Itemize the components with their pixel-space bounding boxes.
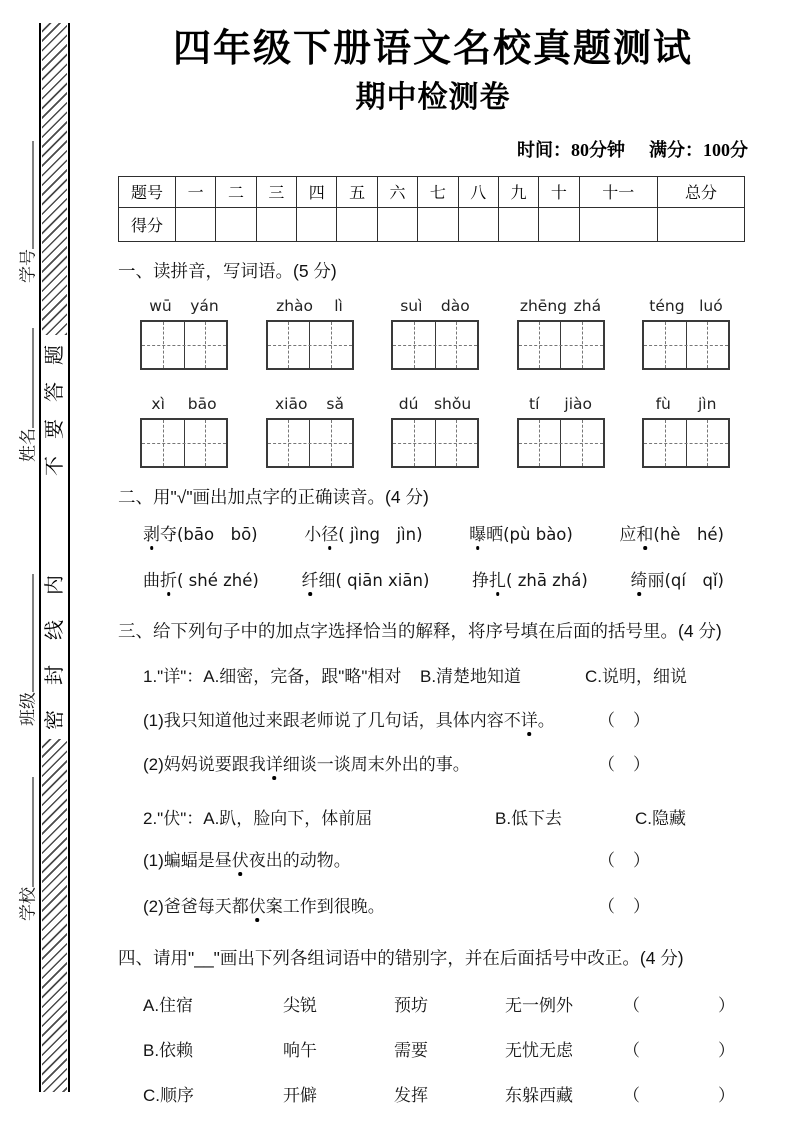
score-table-col: 七 — [418, 176, 458, 207]
pinyin-syllable: fù — [655, 394, 671, 413]
question-text: 细谈一谈周末外出的事。 — [282, 754, 470, 774]
word-group[interactable]: C.顺序 — [143, 1085, 194, 1105]
pinyin-options[interactable]: (hè hé) — [653, 524, 724, 544]
typo-row-a — [118, 995, 748, 1017]
score-table-col: 五 — [337, 176, 377, 207]
word-block — [391, 296, 479, 370]
answer-brackets[interactable] — [623, 1040, 735, 1062]
option-b: B.清楚地知道 — [420, 666, 522, 686]
writing-grid[interactable] — [391, 418, 479, 468]
student-id-field[interactable] — [14, 141, 39, 283]
score-table-question-label: 题号 — [119, 176, 176, 207]
score-table-col: 三 — [256, 176, 296, 207]
pinyin-syllable: suì — [400, 296, 423, 315]
word-group[interactable]: 开僻 — [283, 1085, 317, 1105]
score-cell[interactable] — [498, 207, 538, 241]
definition-item-1 — [118, 666, 748, 688]
option-a: A.细密，完备，跟"略"相对 — [203, 666, 402, 686]
question-line — [118, 754, 748, 776]
seal-char: 要 — [43, 419, 66, 439]
word-group[interactable]: 无忧无虑 — [505, 1040, 573, 1060]
dotted-char: 详 — [265, 754, 283, 774]
pinyin-options[interactable]: ( zhā zhá) — [506, 570, 588, 590]
pinyin-options[interactable]: (pù bào) — [503, 524, 573, 544]
word-block — [140, 394, 228, 468]
pronunciation-row-1 — [118, 524, 748, 546]
writing-cell[interactable] — [644, 420, 686, 466]
score-cell[interactable] — [418, 207, 458, 241]
pinyin-syllable: lì — [334, 296, 343, 315]
question-text: 夜出的动物。 — [248, 850, 351, 870]
writing-grid[interactable] — [517, 320, 605, 370]
score-table-score-label: 得分 — [119, 207, 176, 241]
item-label: 1."详"： — [143, 666, 204, 686]
answer-brackets[interactable] — [623, 995, 735, 1017]
bracket-open: （ — [598, 710, 615, 730]
time-limit: 时间：80分钟 — [517, 139, 625, 160]
pronunciation-item[interactable] — [619, 524, 724, 546]
word-group[interactable]: 无一例外 — [505, 995, 573, 1015]
pinyin-syllable: dào — [440, 296, 470, 315]
word-group[interactable]: B.依赖 — [143, 1040, 194, 1060]
option-c: C.说明，细说 — [585, 666, 687, 686]
exam-meta — [118, 136, 748, 162]
word-block — [517, 394, 605, 468]
seal-char: 题 — [43, 345, 66, 365]
word-block — [391, 394, 479, 468]
bracket-close: ） — [633, 896, 650, 916]
pinyin-syllable: téng — [649, 296, 685, 315]
dotted-char: 伏 — [248, 896, 266, 916]
seal-line-band — [39, 23, 70, 1092]
writing-cell[interactable] — [142, 420, 184, 466]
score-cell[interactable] — [377, 207, 417, 241]
writing-grid[interactable] — [266, 418, 354, 468]
pinyin-syllable: zhá — [573, 296, 602, 315]
bracket-close: ） — [718, 1040, 735, 1060]
pinyin-syllable: xiāo — [274, 394, 308, 413]
score-table — [118, 176, 745, 242]
bracket-close: ） — [633, 850, 650, 870]
bracket-close: ） — [718, 1085, 735, 1105]
bracket-open: （ — [598, 896, 615, 916]
word-text: 小 — [304, 524, 322, 544]
pinyin-syllable: bāo — [187, 394, 217, 413]
pinyin-syllable: wū — [149, 296, 172, 315]
pinyin-syllable: tí — [529, 394, 540, 413]
pronunciation-item[interactable] — [143, 524, 258, 546]
word-block — [517, 296, 605, 370]
pinyin-syllable: shǒu — [433, 394, 472, 413]
section3-heading: 三、给下列句子中的加点字选择恰当的解释，将序号填在后面的括号里。(4 分) — [118, 620, 722, 641]
score-table-col: 六 — [377, 176, 417, 207]
bracket-close: ） — [633, 710, 650, 730]
pronunciation-item[interactable] — [304, 524, 422, 546]
score-cell[interactable] — [176, 207, 216, 241]
page-title: 四年级下册语文名校真题测试 — [172, 28, 693, 70]
dotted-char: 纤 — [301, 570, 319, 590]
word-group[interactable]: A.住宿 — [143, 995, 194, 1015]
writing-cell[interactable] — [142, 322, 184, 368]
pinyin-syllable: dú — [398, 394, 419, 413]
writing-cell[interactable] — [393, 322, 435, 368]
bracket-open: （ — [598, 850, 615, 870]
bracket-close: ） — [633, 754, 650, 774]
bracket-open: （ — [623, 995, 640, 1015]
score-cell[interactable] — [658, 207, 745, 241]
score-table-total-col: 总分 — [658, 176, 745, 207]
score-table-col: 一 — [176, 176, 216, 207]
main-content — [118, 0, 748, 1107]
score-cell[interactable] — [297, 207, 337, 241]
dotted-char: 详 — [520, 710, 538, 730]
writing-cell[interactable] — [686, 420, 729, 466]
writing-cell[interactable] — [435, 322, 478, 368]
writing-cell[interactable] — [268, 420, 310, 466]
item-label: 2."伏"： — [143, 808, 204, 828]
page-subtitle: 期中检测卷 — [355, 80, 511, 114]
word-group[interactable]: 东躲西藏 — [505, 1085, 573, 1105]
seal-char: 不 — [43, 456, 66, 476]
word-group[interactable]: 需要 — [394, 1040, 428, 1060]
writing-cell[interactable] — [686, 322, 729, 368]
seal-char: 密 — [43, 710, 66, 730]
word-block — [140, 296, 228, 370]
dotted-char: 绮 — [630, 570, 648, 590]
question-line — [118, 710, 748, 732]
writing-cell[interactable] — [268, 322, 310, 368]
dotted-char: 折 — [160, 570, 177, 590]
full-score: 满分：100分 — [649, 139, 748, 160]
pinyin-syllable: luó — [699, 296, 723, 315]
score-cell[interactable] — [256, 207, 296, 241]
word-text: 应 — [619, 524, 637, 544]
score-cell[interactable] — [216, 207, 256, 241]
score-cell[interactable] — [579, 207, 657, 241]
writing-cell[interactable] — [644, 322, 686, 368]
pinyin-syllable: yán — [190, 296, 219, 315]
word-block — [642, 296, 730, 370]
dotted-char: 伏 — [231, 850, 249, 870]
seal-char: 内 — [43, 575, 66, 595]
score-cell[interactable] — [539, 207, 579, 241]
score-table-col: 二 — [216, 176, 256, 207]
writing-grid[interactable] — [642, 418, 730, 468]
section2-heading: 二、用"√"画出加点字的正确读音。(4 分) — [118, 486, 429, 507]
word-block — [266, 394, 354, 468]
score-table-col: 八 — [458, 176, 498, 207]
word-block — [642, 394, 730, 468]
answer-brackets[interactable] — [623, 1085, 735, 1107]
writing-cell[interactable] — [309, 420, 352, 466]
student-name-writing-line[interactable] — [19, 328, 34, 428]
bracket-open: （ — [598, 754, 615, 774]
pronunciation-item[interactable] — [143, 570, 259, 592]
writing-cell[interactable] — [560, 322, 603, 368]
word-group[interactable]: 预坊 — [394, 995, 428, 1015]
pinyin-options[interactable]: (qí qǐ) — [664, 570, 724, 590]
hatch-pattern-top — [42, 23, 67, 335]
writing-cell[interactable] — [184, 420, 227, 466]
section1-heading: 一、读拼音，写词语。(5 分) — [118, 260, 337, 281]
writing-cell[interactable] — [435, 420, 478, 466]
class-writing-line[interactable] — [19, 574, 34, 692]
score-table-col: 九 — [498, 176, 538, 207]
bracket-close: ） — [718, 995, 735, 1015]
seal-char: 答 — [43, 382, 66, 402]
dotted-char: 扎 — [489, 570, 507, 590]
question-text: (1)蝙蝠是昼 — [143, 850, 232, 870]
word-group[interactable]: 发挥 — [394, 1085, 428, 1105]
writing-grid[interactable] — [517, 418, 605, 468]
pronunciation-item[interactable] — [301, 570, 429, 592]
answer-brackets[interactable] — [598, 850, 650, 872]
score-cell[interactable] — [337, 207, 377, 241]
seal-char: 线 — [43, 620, 66, 640]
writing-grid[interactable] — [391, 320, 479, 370]
writing-cell[interactable] — [393, 420, 435, 466]
typo-row-c — [118, 1085, 748, 1107]
word-text: 夺 — [160, 524, 177, 544]
pinyin-syllable: jiào — [564, 394, 592, 413]
dotted-char: 曝 — [469, 524, 487, 544]
writing-cell[interactable] — [519, 322, 561, 368]
word-text: 细 — [318, 570, 336, 590]
class-field[interactable] — [14, 574, 39, 726]
answer-brackets[interactable] — [598, 710, 650, 732]
word-text: 丽 — [647, 570, 665, 590]
pinyin-syllable: zhào — [276, 296, 314, 315]
writing-cell[interactable] — [309, 322, 352, 368]
answer-brackets[interactable] — [598, 896, 650, 918]
pinyin-options[interactable]: ( shé zhé) — [177, 570, 259, 590]
pinyin-options[interactable]: ( jìng jìn) — [338, 524, 423, 544]
dotted-char: 剥 — [143, 524, 160, 544]
question-text: 案工作到很晚。 — [265, 896, 385, 916]
score-table-col: 十 — [539, 176, 579, 207]
student-name-label: 姓名 — [18, 428, 38, 462]
school-field[interactable] — [14, 777, 39, 921]
hatch-pattern-bottom — [42, 739, 67, 1092]
writing-cell[interactable] — [560, 420, 603, 466]
score-table-col: 十一 — [579, 176, 657, 207]
writing-grid[interactable] — [642, 320, 730, 370]
question-text: (1)我只知道他过来跟老师说了几句话，具体内容不 — [143, 710, 521, 730]
writing-grid[interactable] — [140, 418, 228, 468]
dotted-char: 径 — [321, 524, 339, 544]
school-writing-line[interactable] — [19, 777, 34, 887]
writing-cell[interactable] — [184, 322, 227, 368]
pinyin-syllable: xì — [151, 394, 165, 413]
word-group[interactable]: 尖锐 — [283, 995, 317, 1015]
question-text: 。 — [537, 710, 555, 730]
pinyin-options[interactable]: ( qiān xiān) — [335, 570, 430, 590]
definition-item-2 — [118, 808, 748, 830]
answer-brackets[interactable] — [598, 754, 650, 776]
pronunciation-item[interactable] — [469, 524, 573, 546]
word-group[interactable]: 响午 — [283, 1040, 317, 1060]
writing-cell[interactable] — [519, 420, 561, 466]
bracket-open: （ — [623, 1040, 640, 1060]
pronunciation-item[interactable] — [472, 570, 588, 592]
word-block — [266, 296, 354, 370]
seal-char: 封 — [43, 665, 66, 685]
writing-grid[interactable] — [266, 320, 354, 370]
writing-grid[interactable] — [140, 320, 228, 370]
word-text: 晒 — [486, 524, 504, 544]
question-line — [118, 896, 748, 918]
score-cell[interactable] — [458, 207, 498, 241]
option-c: C.隐藏 — [635, 808, 686, 828]
pinyin-syllable: sǎ — [326, 394, 344, 413]
typo-row-b — [118, 1040, 748, 1062]
pinyin-syllable: zhēng — [519, 296, 567, 315]
student-id-writing-line[interactable] — [19, 141, 34, 249]
bracket-open: （ — [623, 1085, 640, 1105]
dotted-char: 和 — [636, 524, 654, 544]
school-label: 学校 — [18, 887, 38, 921]
section4-heading: 四、请用"__"画出下列各组词语中的错别字，并在后面括号中改正。(4 分) — [118, 947, 684, 968]
student-name-field[interactable] — [14, 328, 39, 462]
word-text: 曲 — [143, 570, 160, 590]
pronunciation-item[interactable] — [630, 570, 724, 592]
student-id-label: 学号 — [18, 249, 38, 283]
question-text: (2)妈妈说要跟我 — [143, 754, 266, 774]
pinyin-grid-row-1 — [118, 296, 748, 370]
question-text: (2)爸爸每天都 — [143, 896, 249, 916]
score-table-col: 四 — [297, 176, 337, 207]
option-a: A.趴，脸向下，体前屈 — [203, 808, 373, 828]
class-label: 班级 — [18, 692, 38, 726]
word-text: 挣 — [472, 570, 490, 590]
option-b: B.低下去 — [495, 808, 563, 828]
pinyin-syllable: jìn — [697, 394, 717, 413]
pronunciation-row-2 — [118, 570, 748, 592]
pinyin-options[interactable]: (bāo bō) — [177, 524, 258, 544]
question-line — [118, 850, 748, 872]
pinyin-grid-row-2 — [118, 394, 748, 468]
